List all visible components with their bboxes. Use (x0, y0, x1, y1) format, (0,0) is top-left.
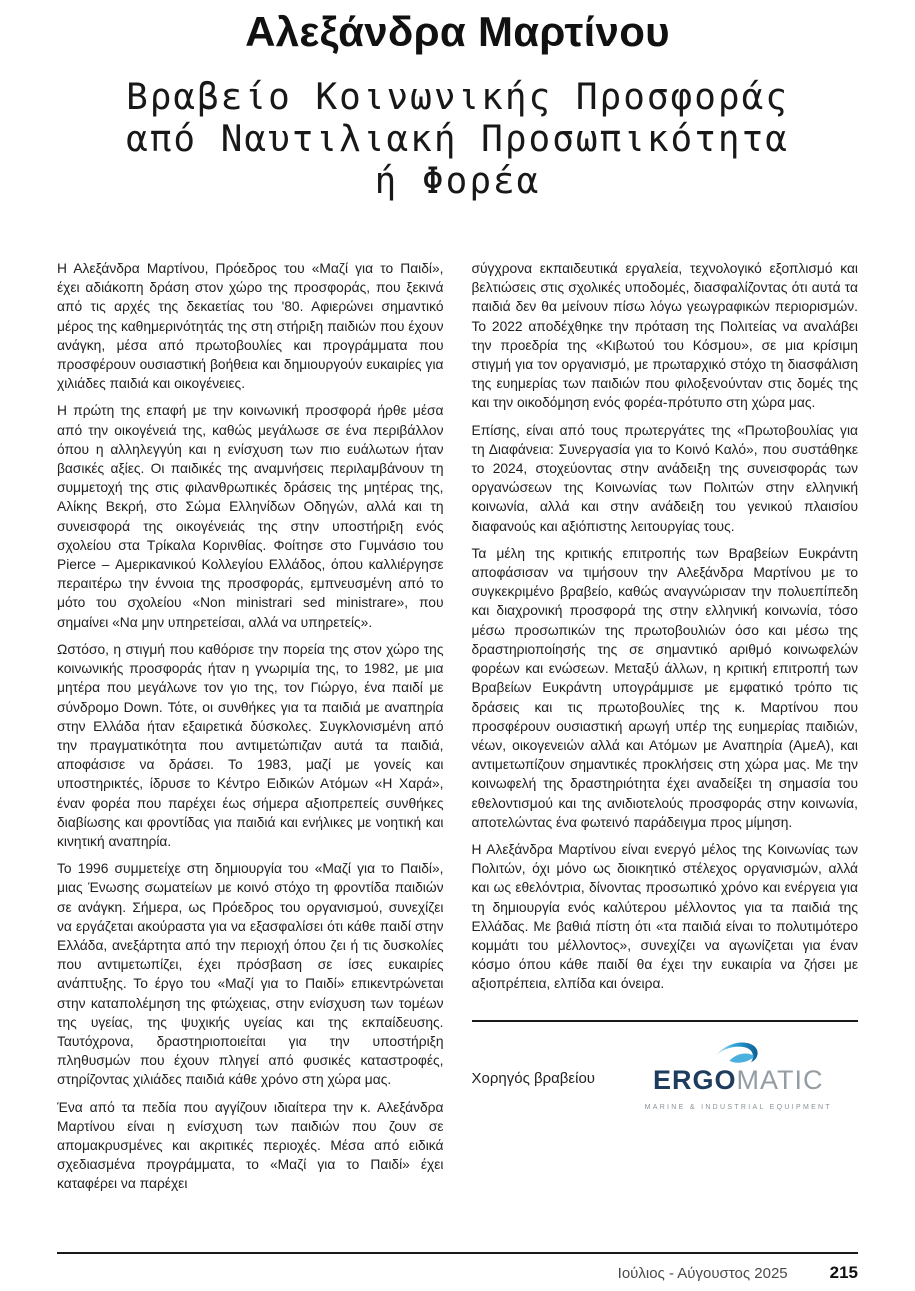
paragraph-transparency-initiative: Επίσης, είναι από τους πρωτεργάτες της «Πρωτοβουλίας για τη Διαφάνεια: Συνεργασία για το Κοινό Καλό», που συστάθηκε το 2024, στοχεύοντας στην ανάδειξη της συνεισφοράς των οργανώσεων της Κοινωνίας των Πολιτών στην ελληνική κοινωνία, αλλά και στην ανάδειξη του γενικού πλαισίου διαφανούς και αξιόπιστης λειτουργίας τους. (471, 422, 858, 534)
award-subtitle-line-3: ή Φορέα (374, 161, 541, 203)
ergomatic-wordmark-ergo: ERGO (653, 1064, 737, 1095)
page-footer (57, 1252, 858, 1283)
page-title: Αλεξάνδρα Μαρτίνου (245, 8, 670, 55)
paragraph-intro: Η Αλεξάνδρα Μαρτίνου, Πρόεδρος του «Μαζί για το Παιδί», έχει αδιάκοπη δράση στον χώρο της προσφοράς, που ξεκινά από τις αρχές της δεκαετίας του '80. Αφιερώνει σημαντικό μέρος της καθημερινότητάς της στη στήριξη παιδιών που έχουν ανάγκη, μέσα από πρωτοβουλίες και προγράμματα που προσφέρουν ουσιαστική βοήθεια και δημιουργούν ευκαιρίες για χιλιάδες παιδιά και οικογένειες. (57, 261, 444, 392)
sponsor-row (472, 1022, 859, 1117)
ergomatic-tagline: MARINE & INDUSTRIAL EQUIPMENT (644, 1103, 832, 1111)
issue-date: Ιούλιος - Αύγουστος 2025 (617, 1265, 788, 1282)
ergomatic-logo (645, 1040, 832, 1117)
page-number: 215 (829, 1263, 858, 1282)
paragraph-remote-areas: Ένα από τα πεδία που αγγίζουν ιδιαίτερα την κ. Αλεξάνδρα Μαρτίνου είναι η ενίσχυση των παιδιών που ζουν σε απομακρυσμένες και ακριτικές περιοχές. Μέσα από ειδικά σχεδιασμένα προγράμματα, το «Μαζί για το Παιδί» έχει καταφέρει να παρέχει (57, 1099, 444, 1192)
footer-row (57, 1254, 858, 1283)
paragraph-turning-point: Ωστόσο, η στιγμή που καθόρισε την πορεία της στον χώρο της κοινωνικής προσφοράς ήταν η γνωριμία της, το 1982, με μια μητέρα που μεγάλωνε τον γιο της, τον Γιώργο, ένα παιδί με σύνδρομο Down. Τότε, οι συνθήκες για τα παιδιά με αναπηρία στην Ελλάδα ήταν εξαιρετικά δύσκολες. Συγκλονισμένη από την πραγματικότητα που αντιμετώπιζαν αυτά τα παιδιά, αποφάσισε να δράσει. Το 1983, μαζί με γονείς και υποστηρικτές, ίδρυσε το Κέντρο Ειδικών Ατόμων «Η Χαρά», έναν φορέα που παρέχει έως σήμερα αξιοπρεπείς συνθήκες διαβίωσης και φροντίδας για παιδιά και ενήλικες με νοητική και κινητική αναπηρία. (57, 641, 444, 849)
paragraph-education-kivotos: σύγχρονα εκπαιδευτικά εργαλεία, τεχνολογικό εξοπλισμό και βελτιώσεις στις σχολικές υποδομές, διασφαλίζοντας ότι αυτά τα παιδιά δεν θα μείνουν πίσω λόγω γεωγραφικών περιορισμών. Το 2022 αποδέχθηκε την πρόταση της Πολιτείας να αναλάβει την προεδρία της «Κιβωτού του Κόσμου», σε μια κρίσιμη στιγμή για τον οργανισμό, με πρωταρχικό στόχο τη διασφάλιση της ευημερίας των παιδιών που φιλοξενούνταν στις δομές της και την οικοδόμηση ενός φορέα-πρότυπο στη χώρα μας. (471, 261, 858, 411)
paragraph-jury-decision: Τα μέλη της κριτικής επιτροπής των Βραβείων Ευκράντη αποφάσισαν να τιμήσουν την Αλεξάνδρα Μαρτίνου με το συγκεκριμένο βραβείο, καθώς αναγνώρισαν την πολυεπίπεδη και διαχρονική προσφορά της στην ελληνική κοινωνία, τόσο μέσω προσωπικών της πρωτοβουλιών όσο και μέσω της δραστηριοποίησής της σε σημαντικό αριθμό κοινωφελών φορέων και ενώσεων. Μεταξύ άλλων, η κριτική επιτροπή των Βραβείων Ευκράντη υπογράμμισε με εμφατικό τρόπο τις δράσεις και τις πρωτοβουλίες της κ. Μαρτίνου που προσφέρουν ουσιαστική αρωγή υπέρ της ευημερίας παιδιών, νέων, οικογενειών αλλά και Ατόμων με Αναπηρία (ΑμεΑ), και αντιμετωπίζουν σημαντικές προκλήσεις στη χώρα μας. Με την κοινωφελή της δραστηριότητα έχει αναδείξει τη σημασία του εθελοντισμού και της ανιδιοτελούς προσφοράς στην κοινωνία, αποτελώντας ένα φωτεινό παράδειγμα προς μίμηση. (471, 545, 858, 830)
paragraph-closing: Η Αλεξάνδρα Μαρτίνου είναι ενεργό μέλος της Κοινωνίας των Πολιτών, όχι μόνο ως διοικητικό στέλεχος οργανισμών, αλλά και ως εθελόντρια, δίνοντας προσωπικό χρόνο και ενέργεια για τη δημιουργία ενός καλύτερου μέλλοντος για τα παιδιά της Ελλάδας. Με βαθιά πίστη ότι «τα παιδιά είναι το πολυτιμότερο κομμάτι του μέλλοντος», συνεχίζει να αγωνίζεται για έναν κόσμο όπου κάθε παιδί θα έχει την ευκαιρία να ζήσει με αξιοπρέπεια, ελπίδα και όνειρα. (471, 841, 858, 992)
award-subtitle (57, 77, 858, 203)
award-subtitle-line-2: από Ναυτιλιακή Προσωπικότητα (126, 119, 789, 161)
ergomatic-wordmark-matic: MATIC (736, 1064, 824, 1095)
left-column (57, 259, 444, 1202)
sponsor-block (472, 1020, 859, 1117)
globe-swoosh-icon (715, 1040, 761, 1066)
award-subtitle-line-1: Βραβείο Κοινωνικής Προσφοράς (126, 77, 789, 119)
paragraph-family-roots: Η πρώτη της επαφή με την κοινωνική προσφορά ήρθε μέσα από την οικογένειά της, καθώς μεγάλωσε σε ένα περιβάλλον όπου η αλληλεγγύη και η ενίσχυση των πιο ευάλωτων ήταν βασικές αξίες. Οι παιδικές της αναμνήσεις περιλαμβάνουν τη συμμετοχή της στις φιλανθρωπικές δράσεις της μητέρας της, Αλίκης Βεκρή, στο Σώμα Ελληνίδων Οδηγών, αλλά και τη συνεισφορά της οικογένειάς της στην υποστήριξη ενός σχολείου στα Τρίκαλα Κορινθίας. Φοίτησε στο Γυμνάσιο του Pierce – Αμερικανικού Κολλεγίου Ελλάδος, όπου καλλιέργησε περαιτέρω την έννοια της προσφοράς, εμπνευσμένη από το μότο του σχολείου «Non ministrari sed ministrare», που σημαίνει «Να μην υπηρετείσαι, αλλά να υπηρετείς». (57, 403, 444, 630)
sponsor-label: Χορηγός βραβείου (471, 1069, 595, 1087)
article-body (57, 259, 858, 1202)
right-column (472, 259, 859, 1202)
ergomatic-wordmark (653, 1064, 824, 1095)
paragraph-mazi-gia-to-paidi: Το 1996 συμμετείχε στη δημιουργία του «Μαζί για το Παιδί», μιας Ένωσης σωματείων με κοινό στόχο τη φροντίδα παιδιών σε ανάγκη. Σήμερα, ως Πρόεδρος του οργανισμού, συνεχίζει να εργάζεται ακούραστα για να εξασφαλίσει ότι κάθε παιδί στην Ελλάδα, ανεξάρτητα από την περιοχή όπου ζει ή τις δυσκολίες που αντιμετωπίζει, έχει πρόσβαση σε ίσες ευκαιρίες ανάπτυξης. Το έργο του «Μαζί για το Παιδί» επικεντρώνεται στην καταπολέμηση της φτώχειας, στην ενίσχυση των τομέων της υγείας, της ψυχικής υγείας και της εκπαίδευσης. Ταυτόχρονα, δραστηριοποιείται για την υποστήριξη πληθυσμών που έχουν πληγεί από φυσικές καταστροφές, στηρίζοντας χιλιάδες παιδιά κάθε χρόνο στη χώρα μας. (57, 861, 444, 1088)
